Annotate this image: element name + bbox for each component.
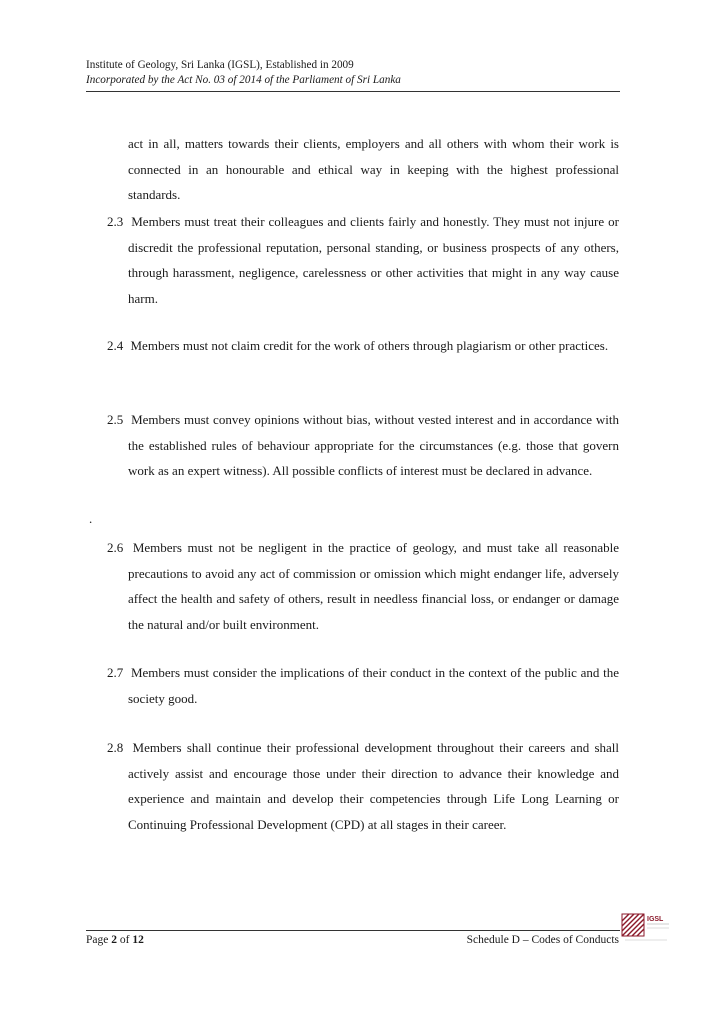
clause-text: Members must not be negligent in the practice of geology, and must take all reasonable precautions to avoid any act of commission or omission which might endanger life, adversely affect the health and safety of others, result in needless financial loss, or endanger or damage the natural and/or built environment. xyxy=(128,540,619,633)
igsl-logo-icon xyxy=(621,910,671,944)
page-number xyxy=(86,933,144,947)
clause-2-7 xyxy=(107,660,619,711)
schedule-label: Schedule D – Codes of Conducts xyxy=(466,934,619,946)
clause-number: 2.4 xyxy=(107,338,124,353)
page-total: 12 xyxy=(132,934,144,946)
clause-2-3 xyxy=(107,209,619,312)
clause-number: 2.7 xyxy=(107,665,124,680)
page-header xyxy=(86,58,620,88)
clause-2-6 xyxy=(107,535,619,638)
logo-mark xyxy=(622,914,644,936)
page-label: Page xyxy=(86,934,109,946)
logo-text: IGSL xyxy=(647,916,664,923)
clause-number: 2.5 xyxy=(107,412,124,427)
clause-text: Members must not claim credit for the work of others through plagiarism or other practices. xyxy=(130,338,609,353)
stray-mark: . xyxy=(89,511,93,526)
clause-2-4 xyxy=(107,333,619,359)
header-institute-line: Institute of Geology, Sri Lanka (IGSL), Established in 2009 xyxy=(86,59,354,71)
clause-number: 2.8 xyxy=(107,740,124,755)
footer-divider xyxy=(86,930,620,931)
header-incorporation-line: Incorporated by the Act No. 03 of 2014 of the Parliament of Sri Lanka xyxy=(86,74,401,86)
clause-text: Members must convey opinions without bias, without vested interest and in accordance with the established rules of behaviour appropriate for the circumstances (e.g. those that govern work as an expert witness). All possible conflicts of interest must be declared in advance. xyxy=(128,412,620,479)
header-divider xyxy=(86,91,620,92)
continuation-paragraph: act in all, matters towards their clients, employers and all others with whom their work is connected in an honourable and ethical way in keeping with the highest professional standards. xyxy=(128,136,619,203)
clause-number: 2.3 xyxy=(107,214,124,229)
clause-number: 2.6 xyxy=(107,540,124,555)
clause-text: Members shall continue their professional development throughout their careers and shall actively assist and encourage those under their direction to advance their knowledge and experience and maintain and develop their competencies through Life Long Learning or Continuing Professional Development (CPD) at all stages in their career. xyxy=(128,740,620,833)
page-current: 2 xyxy=(111,934,117,946)
clause-2-8 xyxy=(107,735,619,838)
clause-text: Members must consider the implications of their conduct in the context of the public and the society good. xyxy=(128,665,619,706)
clause-2-5 xyxy=(107,407,619,484)
page-of: of xyxy=(119,934,130,946)
clause-text: Members must treat their colleagues and clients fairly and honestly. They must not injure or discredit the professional reputation, personal standing, or business prospects of any others, through harassment, negligence, carelessness or other activities that might in any way cause harm. xyxy=(128,214,619,307)
